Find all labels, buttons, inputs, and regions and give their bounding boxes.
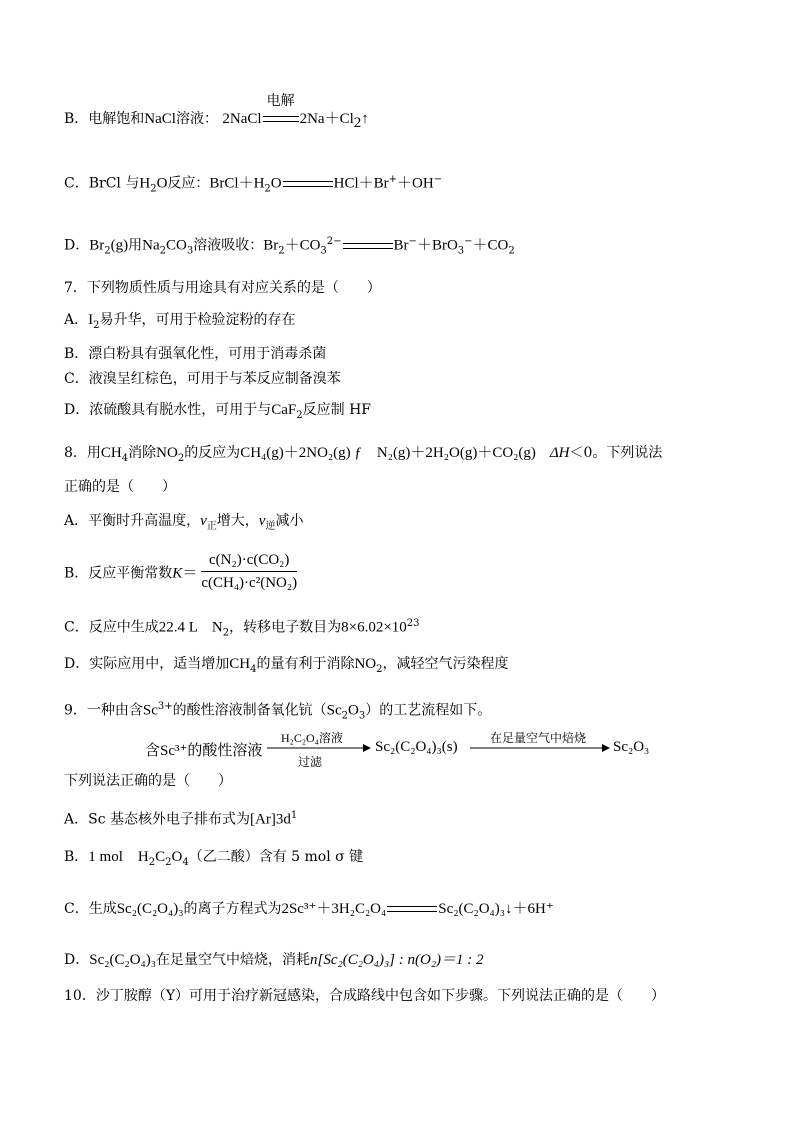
flow-arrow-icon-2: [470, 743, 610, 753]
co2: ＋CO: [472, 237, 509, 254]
subscript: 2: [376, 663, 383, 675]
q7-option-d: [64, 400, 371, 426]
prefix: A．Sc 基态核外电子排布式为: [64, 811, 250, 828]
text: ，减轻空气污染程度: [382, 656, 509, 672]
flow-step-1: 过滤: [298, 755, 323, 769]
h2o-h: H: [139, 175, 151, 192]
subscript: 正: [206, 520, 217, 532]
text: 易升华，可用于检验淀粉的存在: [99, 312, 296, 328]
superscript: 2−: [326, 236, 342, 247]
option-b-mid: 溶液：: [175, 111, 218, 127]
subscript: 2: [104, 245, 111, 257]
superscript: −: [408, 236, 417, 247]
prefix: C．反应中生成: [64, 619, 159, 636]
equation-rhs: Sc₂(C₂O₄)₃↓＋6H⁺: [438, 901, 554, 917]
subscript: 2: [296, 409, 303, 421]
equals-sign: [283, 181, 333, 187]
equilibrium-fraction: [201, 550, 297, 593]
ch4: CH: [229, 656, 251, 672]
text: 溶液吸收：: [193, 237, 264, 254]
v-forward: v: [200, 513, 207, 529]
q8-option-a: [64, 511, 303, 537]
electron-config: [Ar]3d: [250, 811, 291, 828]
q7-stem: 7．下列物质性质与用途具有对应关系的是（ ）: [64, 280, 381, 296]
subscript: 2: [93, 319, 100, 331]
q9-question: 下列说法正确的是（ ）: [64, 773, 232, 789]
prefix: B．: [64, 849, 89, 865]
text: ＜0。下列说法: [569, 445, 663, 461]
carbonate: ＋CO: [284, 237, 321, 254]
electrolysis-arrow: [262, 93, 300, 129]
h2o-o: O: [156, 175, 168, 192]
superscript: 3+: [157, 701, 173, 712]
numerator: c(N₂)·c(CO₂): [201, 550, 297, 572]
flow-arrow-icon-1: [267, 743, 371, 753]
prefix: B．反应平衡常数: [64, 565, 173, 582]
subscript: 逆: [265, 520, 276, 532]
v-reverse: v: [258, 513, 266, 529]
bromate: ＋BrO: [416, 237, 458, 254]
text: 用: [128, 237, 143, 254]
na: Na: [142, 237, 160, 254]
iodine: I: [88, 312, 94, 328]
superscript: 23: [406, 618, 420, 629]
superscript: −: [464, 236, 473, 247]
subscript: 3: [358, 710, 366, 722]
subscript: 2: [341, 710, 349, 722]
option-c-mid: 反应：: [167, 175, 210, 192]
q8-stem: [64, 443, 662, 469]
prefix: A．: [64, 312, 89, 328]
gas-arrow-icon: ↑: [361, 111, 369, 127]
subscript: 2: [353, 114, 362, 131]
subscript: 4: [250, 663, 257, 675]
text: 在足量空气中焙烧，消耗: [155, 952, 310, 968]
sc: Sc: [326, 702, 342, 719]
flow-reagent-1: H₂C₂O₄溶液: [281, 731, 343, 745]
q9-option-c: [64, 899, 554, 919]
subscript: 2: [278, 245, 285, 257]
subscript: 2: [148, 856, 156, 868]
process-flow-diagram: [145, 731, 655, 769]
subscript: 3: [186, 245, 194, 257]
q9-option-b: [64, 847, 363, 873]
equation-rhs: Br: [393, 237, 409, 254]
prefix: D．浓硫酸具有脱水性，可用于与: [64, 402, 272, 418]
denominator: c(CH₄)·c²(NO₂): [201, 575, 298, 591]
subscript: 2: [508, 245, 515, 257]
scandium-oxalate: Sc₂(C₂O₄)₃: [116, 901, 184, 917]
subscript: 4: [182, 856, 189, 868]
equals-sign: [343, 243, 393, 249]
c: C: [155, 849, 166, 865]
prefix: 9．一种由含: [64, 702, 143, 719]
mole-ratio: n[Sc₂(C₂O₄)₃] : n(O₂)＝1 : 2: [309, 952, 484, 968]
q8-option-d: [64, 654, 509, 680]
q7-option-b: B．漂白粉具有强氧化性，可用于消毒杀菌: [64, 346, 327, 362]
option-b-prefix: B．电解饱和: [64, 111, 145, 127]
subscript: 2: [177, 452, 185, 464]
superscript: +: [388, 174, 398, 185]
enthalpy-symbol: ΔH: [549, 445, 570, 461]
q8-option-b: [64, 552, 297, 595]
subscript: 3: [320, 245, 327, 257]
sc: Sc: [142, 702, 158, 719]
subscript: 2: [165, 856, 172, 868]
flow-start: 含Sc³⁺的酸性溶液: [145, 743, 263, 759]
superscript: 1: [290, 810, 298, 821]
k-symbol: K: [172, 565, 183, 582]
q10-stem: 10．沙丁胺醇（Y）可用于治疗新冠感染，合成路线中包含如下步骤。下列说法正确的是（ ）: [64, 988, 666, 1004]
o: O: [348, 702, 359, 719]
text: ，转移电子数目为: [229, 619, 342, 636]
electrolysis-condition: 电解: [266, 93, 295, 109]
equation-rhs-2: ＋OH: [397, 175, 434, 192]
q8-stem-2: 正确的是（ ）: [64, 479, 176, 495]
no2: NO: [156, 445, 178, 461]
option-d-br2: [64, 232, 515, 261]
text: 增大，: [216, 513, 259, 529]
q8-option-c: [64, 614, 420, 643]
co3: CO: [165, 237, 187, 254]
subscript: 3: [457, 245, 465, 257]
h2o-o: O: [270, 175, 282, 192]
superscript: −: [433, 174, 443, 185]
amount: 1 mol H: [88, 849, 149, 865]
subscript: 2: [159, 245, 166, 257]
equals: ＝: [182, 565, 198, 582]
q9-stem: [64, 697, 491, 726]
q9-option-d: [64, 950, 484, 970]
equation-lhs: BrCl＋H: [209, 175, 265, 192]
text: 反应制 HF: [302, 402, 371, 418]
option-d-prefix: D．: [64, 237, 90, 254]
text: 的反应为: [184, 445, 241, 461]
prefix: A．平衡时升高温度，: [64, 513, 201, 529]
equals-sign: [387, 906, 437, 912]
electron-count: 8×6.02×10: [341, 619, 407, 636]
o: O: [171, 849, 183, 865]
ch4: CH: [100, 445, 122, 461]
option-b-electrolysis: [64, 93, 369, 133]
prefix: C．生成: [64, 901, 117, 917]
q7-option-c: C．液溴呈红棕色，可用于与苯反应制备溴苯: [64, 371, 341, 387]
subscript: 4: [121, 452, 129, 464]
option-c-brcl: [64, 170, 442, 199]
equation-rhs: HCl＋Br: [333, 175, 389, 192]
flow-intermediate: Sc₂(C₂O₄)₃(s): [375, 739, 458, 755]
text: 消除: [128, 445, 157, 461]
text: 减小: [275, 513, 304, 529]
state-g: (g): [110, 237, 129, 254]
text: 的离子方程式为: [183, 901, 282, 917]
text: 的酸性溶液制备氧化钪（: [172, 702, 327, 719]
flow-product: Sc₂O₃: [613, 739, 650, 755]
prefix: 8．用: [64, 445, 101, 461]
reaction-equation: CH₄(g)＋2NO₂(g) ƒ N₂(g)＋2H₂O(g)＋CO₂(g): [240, 445, 536, 461]
q9-option-a: [64, 806, 297, 830]
nacl-formula: NaCl: [144, 111, 176, 127]
no2: NO: [354, 656, 377, 672]
subscript: 2: [150, 183, 157, 195]
br2: Br: [89, 237, 105, 254]
n2: N: [211, 619, 223, 636]
prefix: D．: [64, 952, 90, 968]
equation-lhs: 2NaCl: [222, 111, 262, 127]
equation-rhs: 2Na＋Cl: [299, 111, 354, 127]
equation-lhs: 2Sc³⁺＋3H₂C₂O₄: [281, 901, 387, 917]
option-c-prefix: C．BrCl 与: [64, 175, 140, 192]
flow-condition-2: 在足量空气中焙烧: [490, 731, 587, 745]
text: ）的工艺流程如下。: [365, 702, 492, 719]
text: 的量有利于消除: [256, 656, 355, 672]
scandium-oxalate: Sc₂(C₂O₄)₃: [89, 952, 156, 968]
text: （乙二酸）含有 5 mol σ 键: [188, 849, 364, 865]
subscript: 2: [222, 627, 230, 639]
subscript: 2: [264, 183, 271, 195]
equation-lhs: Br: [263, 237, 279, 254]
prefix: D．实际应用中，适当增加: [64, 656, 230, 672]
volume: 22.4 L: [158, 619, 198, 636]
caf2: CaF: [271, 402, 297, 418]
q7-option-a: [64, 310, 296, 336]
